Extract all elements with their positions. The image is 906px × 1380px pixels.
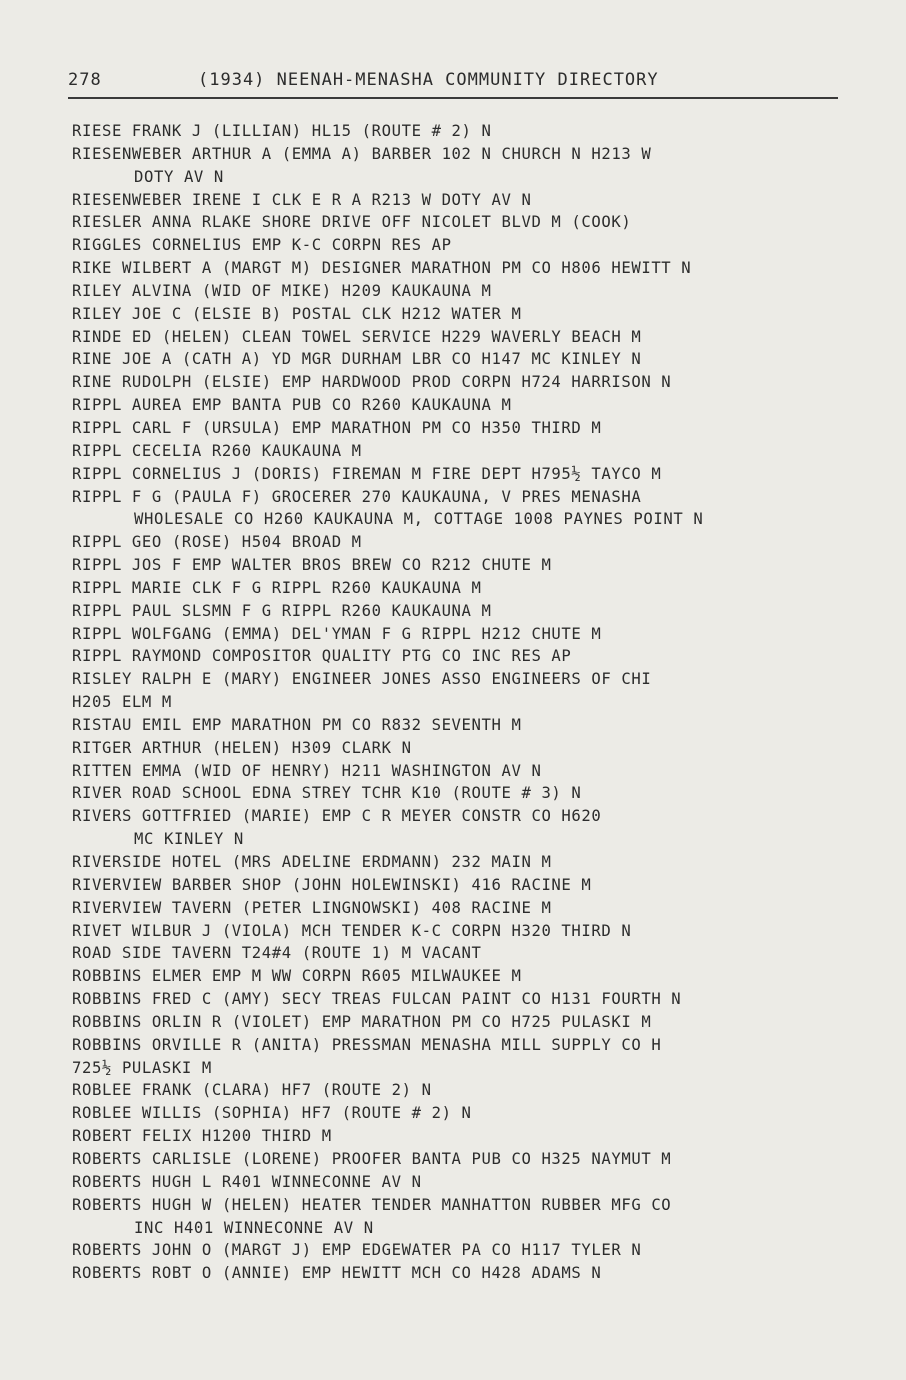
directory-entries xyxy=(72,120,852,1285)
directory-line: ROBERTS ROBT O (ANNIE) EMP HEWITT MCH CO H428 ADAMS N xyxy=(72,1264,602,1283)
directory-line: RIPPL AUREA EMP BANTA PUB CO R260 KAUKAUNA M xyxy=(72,396,512,415)
directory-line: ROBERTS HUGH L R401 WINNECONNE AV N xyxy=(72,1172,422,1191)
directory-line: RIPPL CORNELIUS J (DORIS) FIREMAN M FIRE DEPT H795½ TAYCO M xyxy=(72,464,662,483)
directory-line: ROBERTS CARLISLE (LORENE) PROOFER BANTA PUB CO H325 NAYMUT M xyxy=(72,1149,672,1168)
directory-line: RINE JOE A (CATH A) YD MGR DURHAM LBR CO H147 MC KINLEY N xyxy=(72,350,642,369)
directory-line: ROBERTS HUGH W (HELEN) HEATER TENDER MANHATTON RUBBER MFG CO xyxy=(72,1195,672,1214)
directory-line: ROBBINS ORLIN R (VIOLET) EMP MARATHON PM CO H725 PULASKI M xyxy=(72,1012,652,1031)
directory-line: RIPPL JOS F EMP WALTER BROS BREW CO R212 CHUTE M xyxy=(72,556,552,575)
directory-line: RIPPL CARL F (URSULA) EMP MARATHON PM CO H350 THIRD M xyxy=(72,418,602,437)
directory-line: RIVERSIDE HOTEL (MRS ADELINE ERDMANN) 232 MAIN M xyxy=(72,853,552,871)
directory-line: RIESENWEBER IRENE I CLK E R A R213 W DOTY AV N xyxy=(72,190,532,209)
directory-line: ROBBINS ELMER EMP M WW CORPN R605 MILWAUKEE M xyxy=(72,967,522,986)
directory-line: RIESE FRANK J (LILLIAN) HL15 (ROUTE # 2) N xyxy=(72,122,492,140)
directory-line: ROBLEE WILLIS (SOPHIA) HF7 (ROUTE # 2) N xyxy=(72,1104,472,1123)
directory-line: RIVER ROAD SCHOOL EDNA STREY TCHR K10 (ROUTE # 3) N xyxy=(72,784,582,803)
directory-line: RIGGLES CORNELIUS EMP K-C CORPN RES AP xyxy=(72,236,452,255)
directory-line: RIPPL WOLFGANG (EMMA) DEL'YMAN F G RIPPL H212 CHUTE M xyxy=(72,624,602,643)
directory-line: RISLEY RALPH E (MARY) ENGINEER JONES ASSO ENGINEERS OF CHI xyxy=(72,670,652,689)
directory-line: RIPPL F G (PAULA F) GROCERER 270 KAUKAUNA, V PRES MENASHA xyxy=(72,487,642,506)
directory-line: RISTAU EMIL EMP MARATHON PM CO R832 SEVENTH M xyxy=(72,715,522,734)
directory-line: RIPPL MARIE CLK F G RIPPL R260 KAUKAUNA M xyxy=(72,578,482,597)
directory-line: RIPPL CECELIA R260 KAUKAUNA M xyxy=(72,441,362,460)
directory-line: ROAD SIDE TAVERN T24#4 (ROUTE 1) M VACANT xyxy=(72,944,482,963)
directory-line: RIPPL GEO (ROSE) H504 BROAD M xyxy=(72,533,362,552)
directory-line: ROBERT FELIX H1200 THIRD M xyxy=(72,1127,332,1146)
page-header xyxy=(68,70,838,90)
directory-line: RIPPL RAYMOND COMPOSITOR QUALITY PTG CO INC RES AP xyxy=(72,647,572,666)
directory-line: DOTY AV N xyxy=(134,167,224,186)
directory-line: RIVERS GOTTFRIED (MARIE) EMP C R MEYER CONSTR CO H620 xyxy=(72,807,602,826)
directory-line: RIKE WILBERT A (MARGT M) DESIGNER MARATHON PM CO H806 HEWITT N xyxy=(72,259,692,278)
directory-line: RIVET WILBUR J (VIOLA) MCH TENDER K-C CORPN H320 THIRD N xyxy=(72,921,632,940)
directory-line: ROBERTS JOHN O (MARGT J) EMP EDGEWATER PA CO H117 TYLER N xyxy=(72,1241,642,1260)
directory-line: ROBBINS ORVILLE R (ANITA) PRESSMAN MENASHA MILL SUPPLY CO H xyxy=(72,1035,662,1054)
page-number: 278 xyxy=(68,70,102,90)
directory-line: RITTEN EMMA (WID OF HENRY) H211 WASHINGTON AV N xyxy=(72,761,542,780)
directory-line: RIVERVIEW TAVERN (PETER LINGNOWSKI) 408 RACINE M xyxy=(72,898,552,917)
directory-line: RIESENWEBER ARTHUR A (EMMA A) BARBER 102 N CHURCH N H213 W xyxy=(72,144,652,163)
directory-line: RITGER ARTHUR (HELEN) H309 CLARK N xyxy=(72,738,412,757)
directory-line: WHOLESALE CO H260 KAUKAUNA M, COTTAGE 1008 PAYNES POINT N xyxy=(134,510,704,529)
directory-line: ROBLEE FRANK (CLARA) HF7 (ROUTE 2) N xyxy=(72,1081,432,1100)
directory-line: RIVERVIEW BARBER SHOP (JOHN HOLEWINSKI) 416 RACINE M xyxy=(72,875,592,894)
directory-line: RINE RUDOLPH (ELSIE) EMP HARDWOOD PROD CORPN H724 HARRISON N xyxy=(72,373,672,392)
directory-line: RILEY ALVINA (WID OF MIKE) H209 KAUKAUNA M xyxy=(72,281,492,300)
directory-line: INC H401 WINNECONNE AV N xyxy=(134,1218,374,1237)
directory-line: RILEY JOE C (ELSIE B) POSTAL CLK H212 WATER M xyxy=(72,304,522,323)
directory-line: 725½ PULASKI M xyxy=(72,1058,212,1077)
directory-line: H205 ELM M xyxy=(72,693,172,712)
directory-line: RIPPL PAUL SLSMN F G RIPPL R260 KAUKAUNA M xyxy=(72,601,492,620)
header-rule xyxy=(68,97,838,99)
directory-line: MC KINLEY N xyxy=(134,830,244,849)
directory-line: ROBBINS FRED C (AMY) SECY TREAS FULCAN PAINT CO H131 FOURTH N xyxy=(72,990,682,1009)
directory-line: RIESLER ANNA RLAKE SHORE DRIVE OFF NICOLET BLVD M (COOK) xyxy=(72,213,632,232)
directory-line: RINDE ED (HELEN) CLEAN TOWEL SERVICE H229 WAVERLY BEACH M xyxy=(72,327,642,346)
page-title: (1934) NEENAH-MENASHA COMMUNITY DIRECTORY xyxy=(198,70,659,90)
